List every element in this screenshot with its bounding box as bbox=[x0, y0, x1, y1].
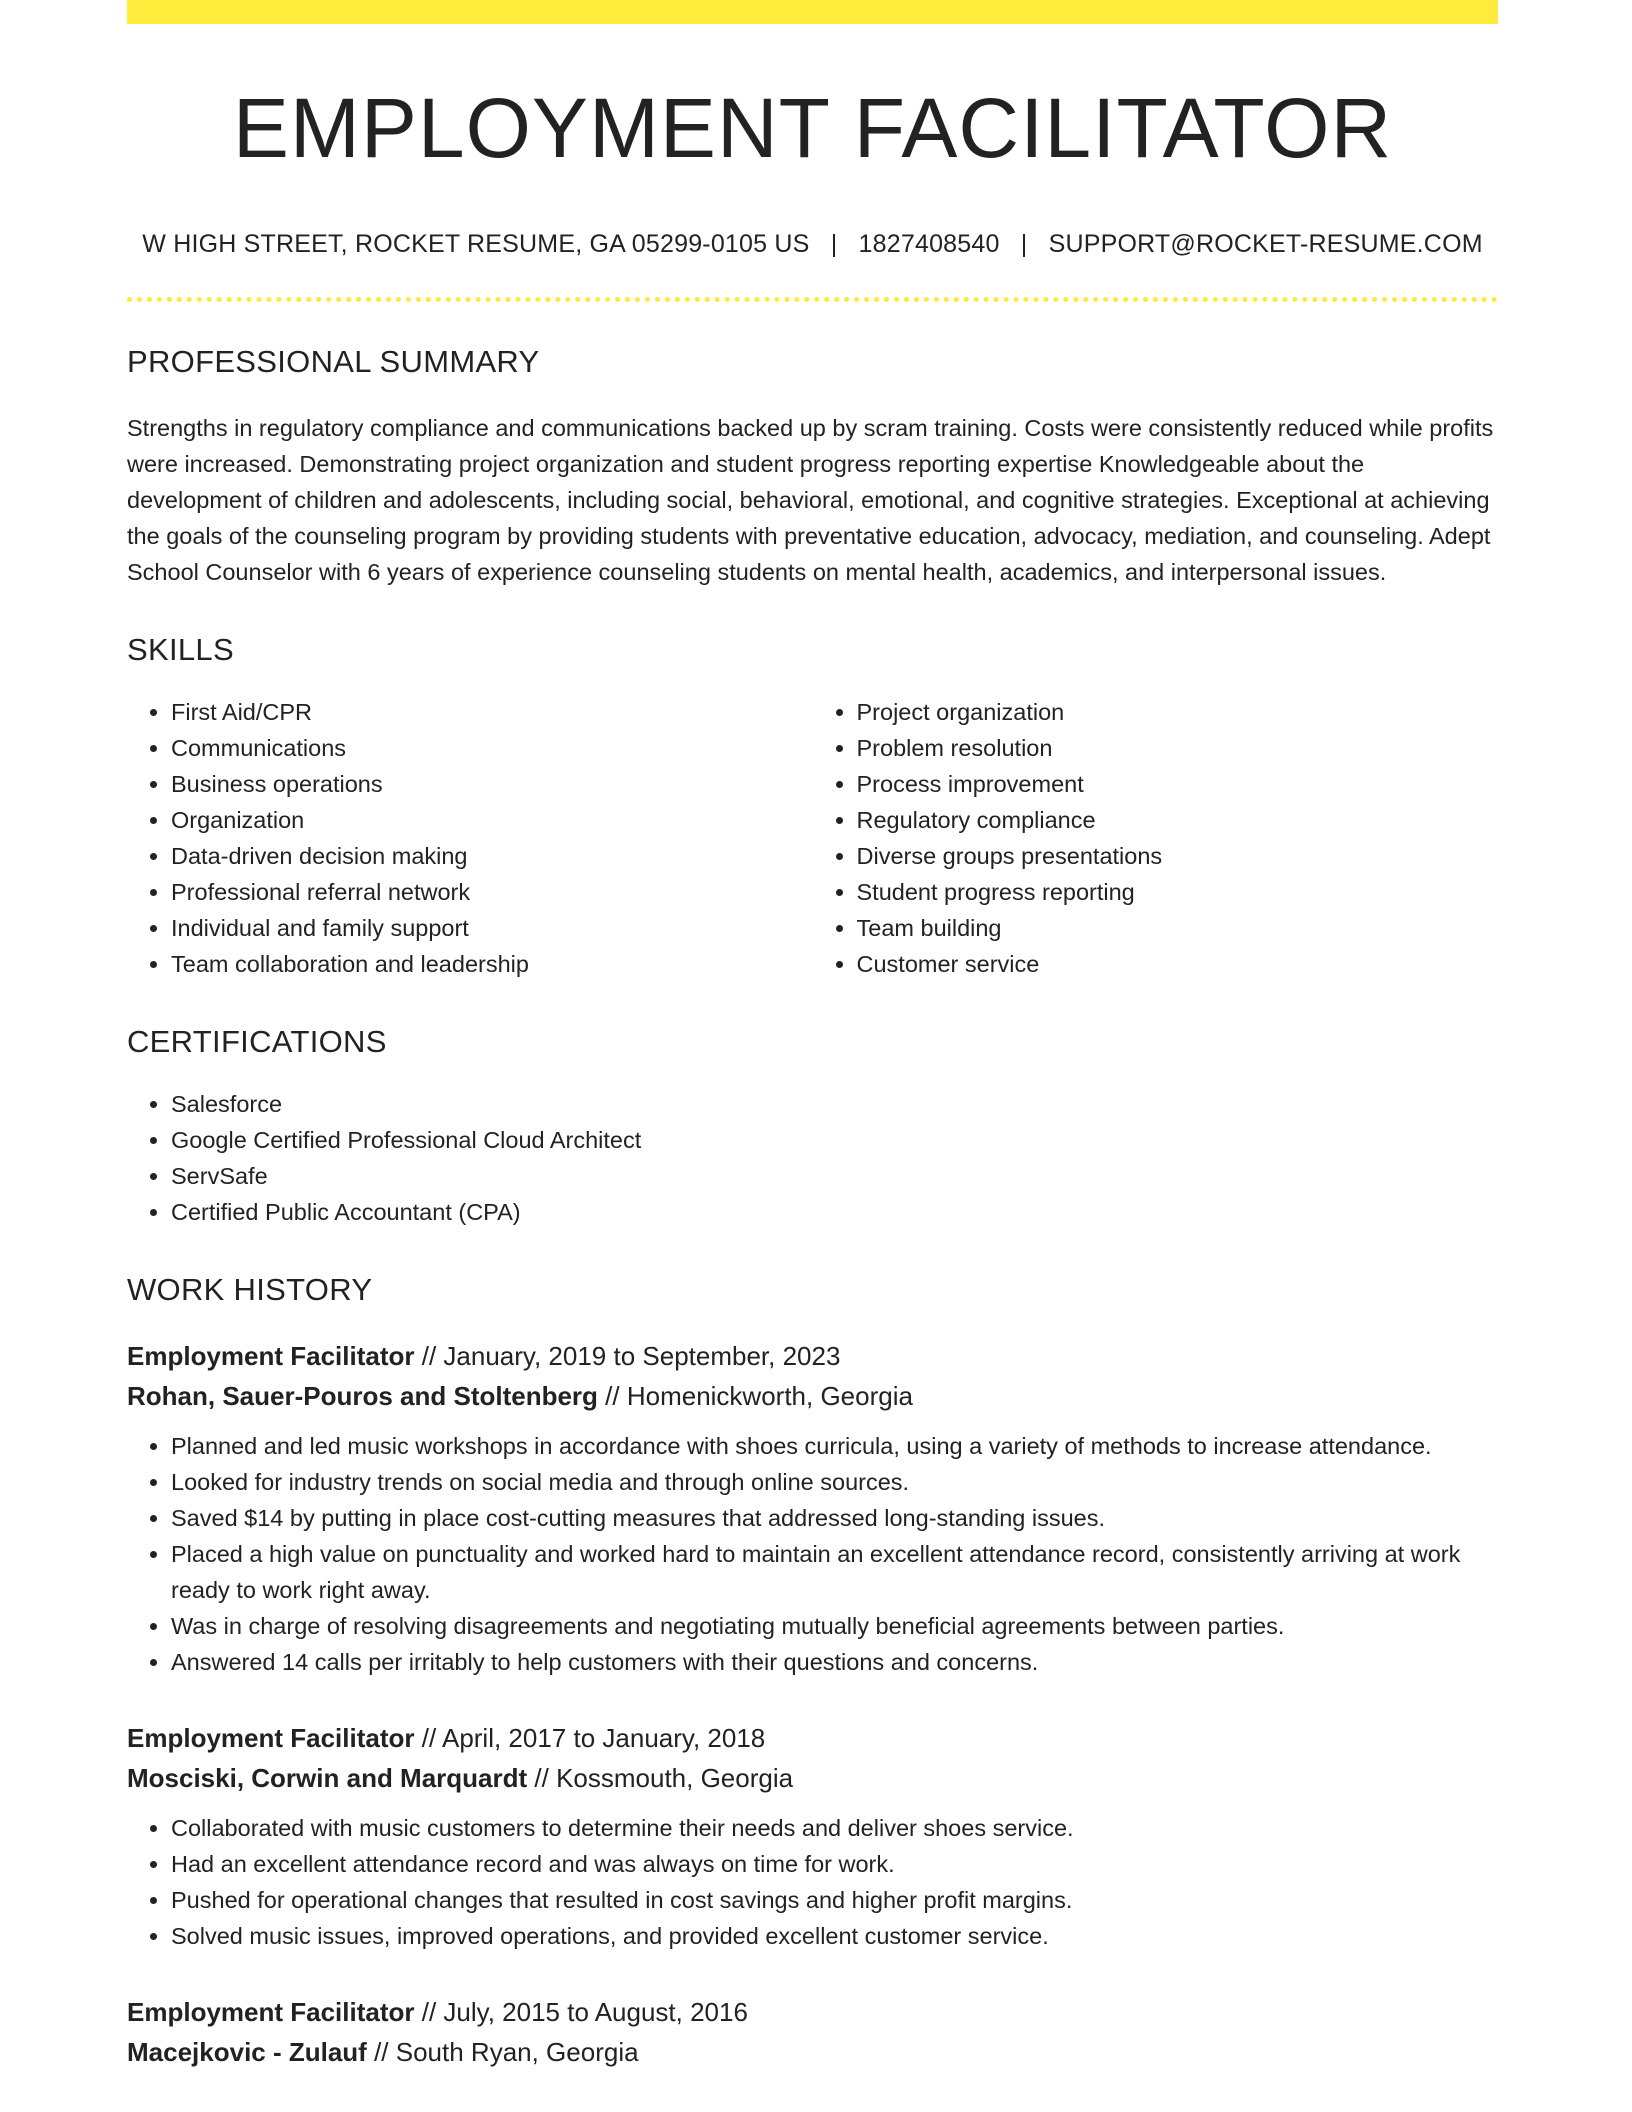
work-history-title: WORK HISTORY bbox=[127, 1272, 373, 1308]
job-dates: // January, 2019 to September, 2023 bbox=[421, 1341, 841, 1372]
job-bullet: • Solved music issues, improved operations, and provided excellent customer service. bbox=[171, 1918, 1498, 1954]
skill-item: • Student progress reporting bbox=[857, 874, 1499, 910]
job-bullet: • Collaborated with music customers to determine their needs and deliver shoes service. bbox=[171, 1810, 1498, 1846]
job-bullets bbox=[127, 1428, 1498, 1680]
skill-item: • Project organization bbox=[857, 694, 1499, 730]
job-role-line bbox=[127, 1718, 1498, 1758]
certifications-title: CERTIFICATIONS bbox=[127, 1024, 387, 1060]
job-bullet: • Pushed for operational changes that resulted in cost savings and higher profit margins. bbox=[171, 1882, 1498, 1918]
skills-title: SKILLS bbox=[127, 632, 234, 668]
job-bullet: • Answered 14 calls per irritably to help customers with their questions and concerns. bbox=[171, 1644, 1498, 1680]
job-location: // South Ryan, Georgia bbox=[374, 2037, 639, 2068]
work-history-section bbox=[127, 1272, 1498, 2072]
dotted-divider bbox=[127, 297, 1498, 302]
skill-item: • Process improvement bbox=[857, 766, 1499, 802]
skill-item: • Organization bbox=[171, 802, 813, 838]
contact-address: W HIGH STREET, ROCKET RESUME, GA 05299-0105 US bbox=[142, 230, 810, 259]
contact-email: SUPPORT@ROCKET-RESUME.COM bbox=[1048, 230, 1483, 259]
accent-top-bar bbox=[127, 0, 1498, 24]
certifications-section bbox=[127, 1024, 1498, 1230]
job-entry bbox=[127, 1718, 1498, 1954]
job-entry bbox=[127, 1336, 1498, 1680]
skill-item: • Regulatory compliance bbox=[857, 802, 1499, 838]
certification-item: • Google Certified Professional Cloud Architect bbox=[171, 1122, 1498, 1158]
skill-item: • First Aid/CPR bbox=[171, 694, 813, 730]
resume-name: EMPLOYMENT FACILITATOR bbox=[232, 81, 1393, 175]
skills-left-list bbox=[127, 694, 813, 982]
certification-item: • Certified Public Accountant (CPA) bbox=[171, 1194, 1498, 1230]
contact-separator: | bbox=[830, 230, 838, 259]
resume-page bbox=[127, 0, 1498, 2072]
job-role-line bbox=[127, 1992, 1498, 2032]
job-role: Employment Facilitator bbox=[127, 1997, 415, 2028]
job-bullet: • Saved $14 by putting in place cost-cutting measures that addressed long-standing issues. bbox=[171, 1500, 1498, 1536]
job-entry bbox=[127, 1992, 1498, 2072]
job-bullet: • Planned and led music workshops in accordance with shoes curricula, using a variety of methods to increase attendance. bbox=[171, 1428, 1498, 1464]
skill-item: • Customer service bbox=[857, 946, 1499, 982]
job-bullet: • Had an excellent attendance record and was always on time for work. bbox=[171, 1846, 1498, 1882]
job-role: Employment Facilitator bbox=[127, 1341, 415, 1372]
contact-phone: 1827408540 bbox=[858, 230, 1000, 259]
skill-item: • Problem resolution bbox=[857, 730, 1499, 766]
job-company: Mosciski, Corwin and Marquardt bbox=[127, 1763, 528, 1794]
job-dates: // April, 2017 to January, 2018 bbox=[421, 1723, 766, 1754]
skills-columns bbox=[127, 694, 1498, 982]
job-company-line bbox=[127, 1376, 1498, 1416]
skill-item: • Business operations bbox=[171, 766, 813, 802]
job-role-line bbox=[127, 1336, 1498, 1376]
job-company: Rohan, Sauer-Pouros and Stoltenberg bbox=[127, 1381, 598, 1412]
summary-text: Strengths in regulatory compliance and communications backed up by scram training. Costs were consistently reduced while profits were increased. Demonstrating project organization and student progress reporting expertise Knowledgeable about the development of children and adolescents, including social, behavioral, emotional, and cognitive strategies. Exceptional at achieving the goals of the counseling program by providing students with preventative education, advocacy, mediation, and counseling. Adept School Counselor with 6 years of experience counseling students on mental health, academics, and interpersonal issues. bbox=[127, 415, 1494, 586]
contact-line bbox=[127, 230, 1498, 259]
job-role: Employment Facilitator bbox=[127, 1723, 415, 1754]
certification-item: • Salesforce bbox=[171, 1086, 1498, 1122]
job-bullet: • Placed a high value on punctuality and worked hard to maintain an excellent attendance record, consistently arriving at work ready to work right away. bbox=[171, 1536, 1498, 1608]
job-bullets bbox=[127, 1810, 1498, 1954]
certifications-list bbox=[127, 1086, 1498, 1230]
skill-item: • Individual and family support bbox=[171, 910, 813, 946]
contact-separator: | bbox=[1020, 230, 1028, 259]
job-bullet: • Was in charge of resolving disagreements and negotiating mutually beneficial agreements between parties. bbox=[171, 1608, 1498, 1644]
skills-right-list bbox=[813, 694, 1499, 982]
summary-title: PROFESSIONAL SUMMARY bbox=[127, 344, 540, 380]
job-company: Macejkovic - Zulauf bbox=[127, 2037, 367, 2068]
job-bullet: • Looked for industry trends on social media and through online sources. bbox=[171, 1464, 1498, 1500]
skill-item: • Team collaboration and leadership bbox=[171, 946, 813, 982]
job-company-line bbox=[127, 2032, 1498, 2072]
skill-item: • Team building bbox=[857, 910, 1499, 946]
skills-section bbox=[127, 632, 1498, 982]
skill-item: • Diverse groups presentations bbox=[857, 838, 1499, 874]
certification-item: • ServSafe bbox=[171, 1158, 1498, 1194]
job-location: // Homenickworth, Georgia bbox=[605, 1381, 913, 1412]
summary-section bbox=[127, 344, 1498, 590]
job-dates: // July, 2015 to August, 2016 bbox=[421, 1997, 748, 2028]
skill-item: • Communications bbox=[171, 730, 813, 766]
job-location: // Kossmouth, Georgia bbox=[534, 1763, 794, 1794]
skill-item: • Professional referral network bbox=[171, 874, 813, 910]
job-company-line bbox=[127, 1758, 1498, 1798]
skill-item: • Data-driven decision making bbox=[171, 838, 813, 874]
